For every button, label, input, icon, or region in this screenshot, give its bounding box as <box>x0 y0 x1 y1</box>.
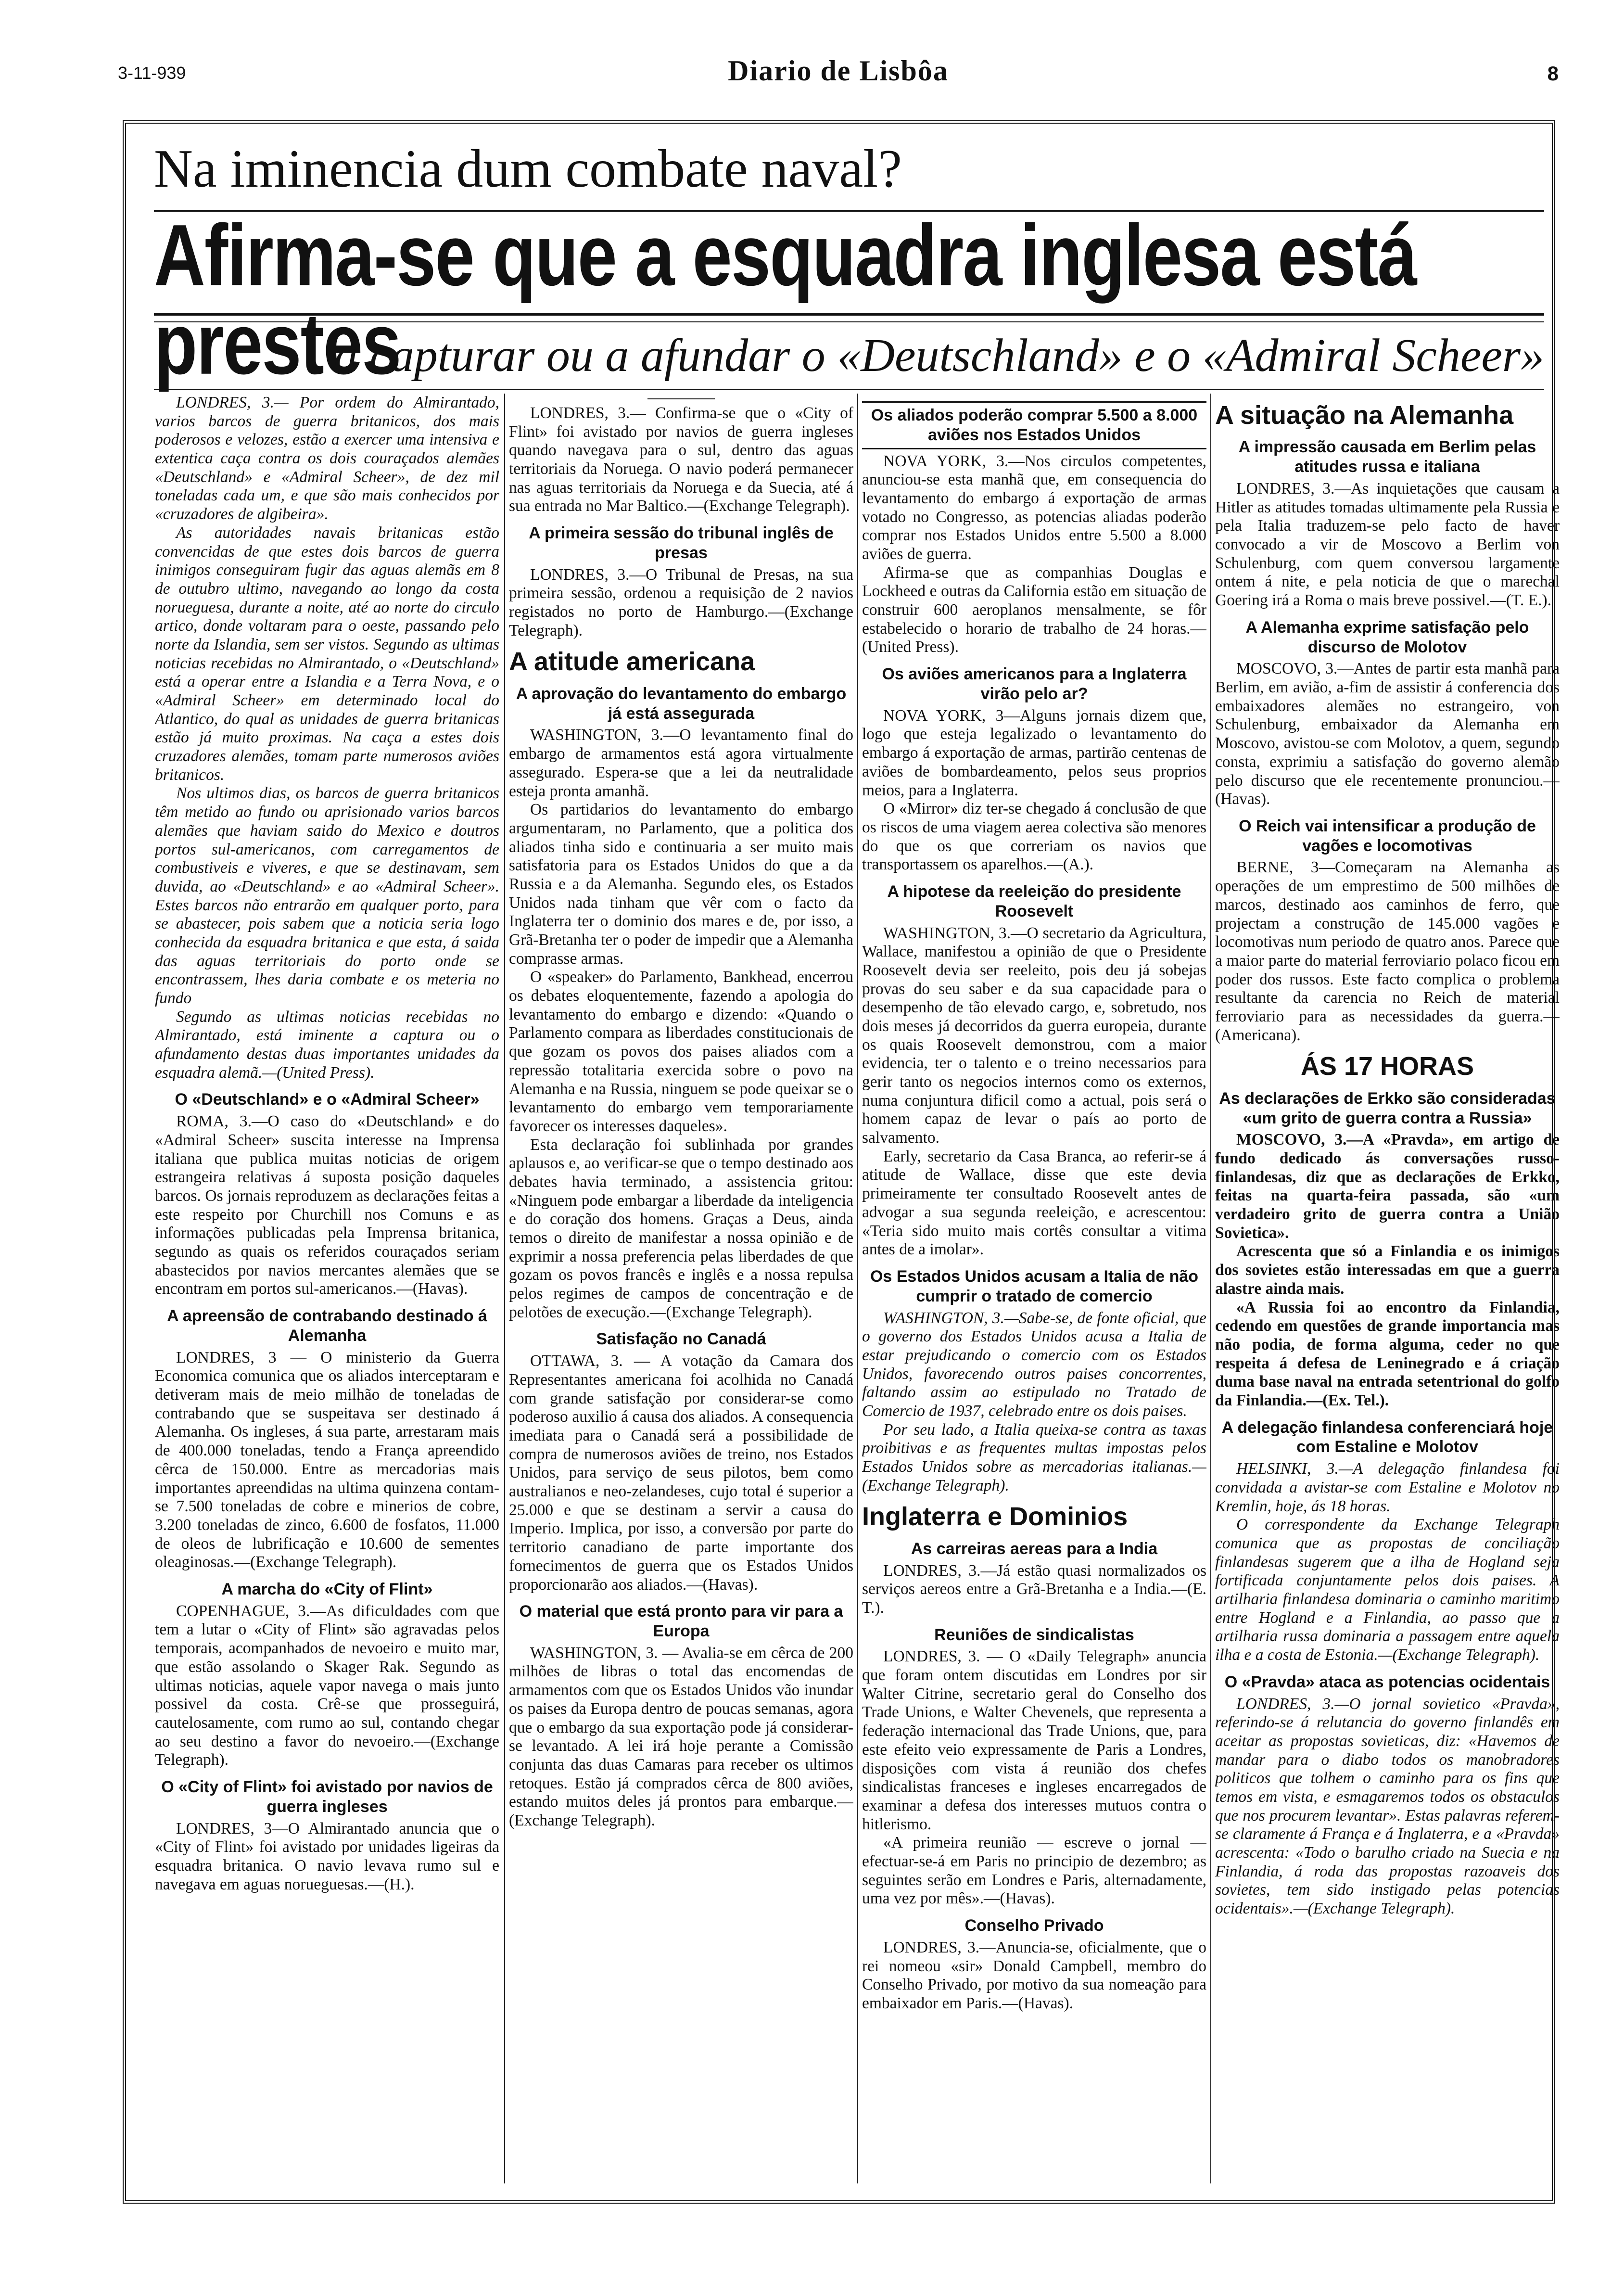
article-paragraph: LONDRES, 3.— Confirma-se que o «City of Flint» foi avistado por navios de guerra ingleses quando navegava para o sul, dentro das aguas territoriais da Noruega. O navio poderá permanecer nas aguas territoriais da Noruega e da Suecia, até á sua entrada no Mar Baltico.—(Exchange Telegraph). <box>509 404 853 515</box>
article-heading: A aprovação do levantamento do embargo já está assegurada <box>516 684 847 723</box>
article-paragraph: LONDRES, 3.—Já estão quasi normalizados os serviços aereos entre a Grã-Bretanha e a India.—(E. T.). <box>862 1561 1206 1617</box>
article-paragraph: MOSCOVO, 3.—Antes de partir esta manhã para Berlim, em avião, a-fim de assistir á conferencia dos embaixadores alemães no estrangeiro, von Schulenburg, embaixador da Alemanha em Moscovo, avistou-se com Molotov, a quem, segundo consta, exprimiu a satisfação do governo alemão pelo discurso que ele recentemente pronunciou.—(Havas). <box>1215 660 1560 808</box>
article-paragraph: Segundo as ultimas noticias recebidas no Almirantado, está iminente a captura ou o afundamento destas duas importantes unidades da esquadra alemã.—(United Press). <box>155 1008 499 1082</box>
article-paragraph: Acrescenta que só a Finlandia e os inimigos dos sovietes estão interessadas em que a guerra alastre ainda mais. <box>1215 1242 1560 1298</box>
article-paragraph: Esta declaração foi sublinhada por grandes aplausos e, ao verificar-se que o tempo destinado aos debates havia terminado, a assistencia gritou: «Ninguem pode embargar a liberdade da inteligencia e do coração dos homens. Graças a Deus, ainda temos o direito de manifestar a nossa opinião e de exprimir a nossa preferencia pelas liberdades de que gozam os povos francês e inglês e a nossa repulsa pelos regimes de campos de concentração e de pelotões de execução.—(Exchange Telegraph). <box>509 1136 853 1321</box>
article-paragraph: LONDRES, 3.—As inquietações que causam a Hitler as atitudes tomadas ultimamente pela Russia e pela Italia traduzem-se pelo facto de haver convocado a vir de Moscovo a Berlim von Schulenburg, com quem conversou largamente ontem á nite, e pela noticia de que o marechal Goering irá a Roma o mais breve possivel.—(T. E.). <box>1215 479 1560 610</box>
short-rule <box>647 398 715 399</box>
article-paragraph: «A primeira reunião — escreve o jornal — efectuar-se-á em Paris no principio de dezembro; as seguintes serão em Londres e Paris, alternadamente, uma vez por mês».—(Havas). <box>862 1834 1206 1908</box>
article-heading: Os Estados Unidos acusam a Italia de não cumprir o tratado de comercio <box>870 1267 1199 1305</box>
masthead <box>118 55 1559 89</box>
article-paragraph: HELSINKI, 3.—A delegação finlandesa foi convidada a avistar-se com Estaline e Molotov no Kremlin, hoje, ás 18 horas. <box>1215 1460 1560 1515</box>
article-heading: O «City of Flint» foi avistado por navios de guerra ingleses <box>161 1777 493 1816</box>
section-heading: A situação na Alemanha <box>1215 401 1514 430</box>
article-heading: A impressão causada em Berlim pelas atitudes russa e italiana <box>1238 438 1536 476</box>
kicker-headline: Na iminencia dum combate naval? <box>154 139 902 199</box>
article-heading: As declarações de Erkko são consideradas «um grito de guerra contra a Russia» <box>1219 1089 1556 1127</box>
section-heading: A atitude americana <box>509 647 755 676</box>
article-heading: O material que está pronto para vir para a Europa <box>519 1602 843 1640</box>
article-heading: Os aliados poderão comprar 5.500 a 8.000 aviões nos Estados Unidos <box>862 401 1206 449</box>
article-heading: A Alemanha exprime satisfação pelo discurso de Molotov <box>1245 618 1529 656</box>
article-paragraph: LONDRES, 3.—O Tribunal de Presas, na sua primeira sessão, ordenou a requisição de 2 navios registados no porto de Hamburgo.—(Exchange Telegraph). <box>509 565 853 639</box>
article-heading: Os aviões americanos para a Inglaterra virão pelo ar? <box>882 665 1187 703</box>
article-heading: Conselho Privado <box>964 1916 1104 1935</box>
article-paragraph: ROMA, 3.—O caso do «Deutschland» e do «Admiral Scheer» suscita interesse na Imprensa italiana que publica muitas noticias de origem estrangeira relativas á suposta posição daqueles barcos. Os jornais reproduzem as declarações feitas a este respeito por Churchill nos Comuns e as informações publicadas pela Imprensa britanica, segundo as quais os referidos couraçados seriam abastecidos por navios mercantes alemães que se encontram em portos sul-americanos.—(Havas). <box>155 1112 499 1298</box>
article-heading: Satisfação no Canadá <box>596 1330 766 1349</box>
article-paragraph: Os partidarios do levantamento do embargo argumentaram, no Parlamento, que a politica dos aliados tinha sido e continuaria a ser muito mais satisfatoria para os Estados Unidos do que a da Russia e a da Alemanha. Segundo eles, os Estados Unidos nada tinham que vêr com o facto da Inglaterra ter o dominio dos mares e de, por isso, a Grã-Bretanha ter o poder de impedir que a Alemanha comprasse armas. <box>509 801 853 968</box>
article-heading: O Reich vai intensificar a produção de vagões e locomotivas <box>1239 817 1536 855</box>
article-paragraph: O «speaker» do Parlamento, Bankhead, encerrou os debates eloquentemente, fazendo a apologia do levantamento do embargo e dizendo: «Quando o Parlamento compara as liberdades constitucionais de que gozam os povos dos paises aliados com a repressão totalitaria exercida sobre o povo na Alemanha e na Russia, ninguem se pode queixar se o levantamento do embargo vem temporariamente favorecer os interesses daqueles». <box>509 968 853 1135</box>
article-paragraph: «A Russia foi ao encontro da Finlandia, cedendo em questões de grande importancia mas não podia, de forma alguma, ceder no que respeita á defesa de Leninegrado e á criação duma base naval na entrada setentrional do golfo da Finlandia.—(Ex. Tel.). <box>1215 1298 1560 1409</box>
section-heading: Inglaterra e Dominios <box>862 1502 1128 1531</box>
divider <box>154 389 1544 390</box>
article-paragraph: WASHINGTON, 3.—Sabe-se, de fonte oficial, que o governo dos Estados Unidos acusa a Italia de estar prejudicando o comercio com os Estados Unidos, favorecendo outros paises concorrentes, faltando assim ao estipulado no Tratado de Comercio de 1937, celebrado entre os dois paises. <box>862 1309 1206 1420</box>
article-paragraph: NOVA YORK, 3—Alguns jornais dizem que, logo que esteja legalizado o levantamento do embargo á exportação de armas, partirão centenas de aviões de bombardeamento, pelos seus proprios meios, para a Inglaterra. <box>862 706 1206 799</box>
column-2 <box>509 394 853 2188</box>
divider <box>154 313 1544 316</box>
article-paragraph: WASHINGTON, 3. — Avalia-se em cêrca de 200 milhões de libras o total das encomendas de armamentos com que os Estados Unidos vão inundar os paises da Europa dentro de poucas semanas, agora que o embargo da sua exportação pode já considerar-se levantado. A lei irá hoje perante a Comissão conjunta das duas Camaras para receber os ultimos retoques. Estão já comprados cêrca de 800 aviões, estando muitos deles já prontos para embarque.—(Exchange Telegraph). <box>509 1644 853 1829</box>
article-heading: A marcha do «City of Flint» <box>221 1580 433 1598</box>
article-paragraph: MOSCOVO, 3.—A «Pravda», em artigo de fundo dedicado ás conversações russo-finlandesas, diz que as declarações de Erkko, feitas na quarta-feira passada, são «um verdadeiro grito de guerra contra a União Sovietica». <box>1215 1131 1560 1242</box>
sub-headline: a capturar ou a afundar o «Deutschland» e o «Admiral Scheer» <box>334 330 1544 382</box>
article-paragraph: O «Mirror» diz ter-se chegado á conclusão de que os riscos de uma viagem aerea colectiva são menores do que os que correriam os navios que transportassem os aparelhos.—(A.). <box>862 800 1206 874</box>
main-headline: Afirma-se que a esquadra inglesa está prestes <box>154 207 1416 393</box>
article-paragraph: LONDRES, 3—O Almirantado anuncia que o «City of Flint» foi avistado por unidades ligeiras da esquadra britanica. O navio levava rumo sul e navegava em aguas norueguesas.—(H.). <box>155 1819 499 1893</box>
article-paragraph: As autoridades navais britanicas estão convencidas de que estes dois barcos de guerra inimigos conseguiram fugir das aguas alemãs em 8 de outubro ultimo, navegando ao longo da costa norueguesa, durante a noite, até ao norte do circulo artico, donde voltaram para o oeste, passando pelo norte da Islandia, sem ser vistos. Segundo as ultimas noticias recebidas no Almirantado, o «Deutschland» está a operar entre a Islandia e a Terra Nova, e o «Admiral Scheer» em determinado local do Atlantico, do qual as unidades de guerra britanicas estão já muito proximas. Na caça a estes dois cruzadores alemães, tomam parte numerosos aviões britanicos. <box>155 523 499 784</box>
column-4 <box>1215 394 1560 2188</box>
article-paragraph: LONDRES, 3. — O «Daily Telegraph» anuncia que foram ontem discutidas em Londres por sir Walter Citrine, secretario geral do Conselho dos Trade Unions, e Walter Chevenels, que representa a federação internacional das Trade Unions, que, para este efeito veio expressamente de Paris a Londres, disposições com vista á reunião dos chefes sindicalistas franceses e ingleses encarregados de examinar a defesa dos interesses mutuos contra o hitlerismo. <box>862 1647 1206 1833</box>
column-3 <box>862 394 1206 2188</box>
divider <box>154 321 1544 322</box>
article-paragraph: WASHINGTON, 3.—O secretario da Agricultura, Wallace, manifestou a opinião de que o Presidente Roosevelt devia ser reeleito, pois deu já sobejas provas do seu saber e da sua capacidade para o desempenho de tão elevado cargo, e, sobretudo, nos dois meses já decorridos da guerra europeia, durante os quais Roosevelt demonstrou, com a maior evidencia, ter o talento e o treino necessarios para gerir tanto os negocios internos como os externos, numa conjuntura dificil como a actual, pois será o homem capaz de levar o país ao porto de salvamento. <box>862 924 1206 1147</box>
article-paragraph: O correspondente da Exchange Telegraph comunica que as propostas de conciliação finlandesas sugerem que a ilha de Hogland seja fortificada conjuntamente pelos dois paises. A artilharia finlandesa dominaria o caminho maritimo entre Hogland e a Finlandia, ao passo que a artilharia russa dominaria a passagem entre aquela ilha e a costa de Estonia.—(Exchange Telegraph). <box>1215 1516 1560 1664</box>
article-paragraph: Por seu lado, a Italia queixa-se contra as taxas proibitivas e as frequentes multas impostas pelos Estados Unidos sobre as mercadorias italianas.—(Exchange Telegraph). <box>862 1420 1206 1494</box>
article-paragraph: NOVA YORK, 3.—Nos circulos competentes, anunciou-se esta manhã que, em consequencia do levantamento do embargo á exportação de armas votado no Congresso, as potencias aliadas poderão comprar nos Estados Unidos entre 5.500 a 8.000 aviões de guerra. <box>862 452 1206 563</box>
article-paragraph: LONDRES, 3 — O ministerio da Guerra Economica comunica que os aliados interceptaram e detiveram mais de meio milhão de toneladas de contrabando que se suspeitava ser destinado á Alemanha. Os ingleses, á sua parte, arrestaram mais de 400.000 toneladas, tendo a França apreendido cêrca de 150.000. Entre as mercadorias mais importantes apreendidas na ultima quinzena contam-se 7.500 toneladas de cobre e minerios de cobre, 3.200 toneladas de zinco, 6.600 de fosfatos, 11.000 de oleos de lubrificação e 10.600 de sementes oleaginosas.—(Exchange Telegraph). <box>155 1348 499 1571</box>
column-rule <box>1210 394 1211 2183</box>
article-paragraph: Early, secretario da Casa Branca, ao referir-se á atitude de Wallace, disse que este devia primeiramente ter consultado Roosevelt antes de advogar a sua segunda reeleição, e acrescentou: «Teria sido muito mais cortês consultar a vitima antes de a imolar». <box>862 1147 1206 1259</box>
column-1 <box>155 394 499 2188</box>
column-rule <box>857 394 858 2183</box>
article-paragraph: LONDRES, 3.—Anuncia-se, oficialmente, que o rei nomeou «sir» Donald Campbell, membro do Conselho Privado, por motivo da sua nomeação para embaixador em Paris.—(Havas). <box>862 1938 1206 2012</box>
article-paragraph: LONDRES, 3.—O jornal sovietico «Pravda», referindo-se á relutancia do governo finlandês em aceitar as propostas sovieticas, diz: «Havemos de mandar para o diabo todos os manobradores politicos que tolhem o caminho para os fins que temos em vista, e esmagaremos todos os obstaculos que nos procurem levantar». Estas palavras referem-se claramente á França e á Inglaterra, e a «Pravda» acrescenta: «Todo o barulho criado na Suecia e na Finlandia, á roda das propostas razoaveis dos sovietes, tem sido instigado pelas potencias ocidentais».—(Exchange Telegraph). <box>1215 1695 1560 1918</box>
article-paragraph: COPENHAGUE, 3.—As dificuldades com que tem a lutar o «City of Flint» são agravadas pelos temporais, acompanhados de nevoeiro e muito mar, que estão assolando o Skager Rak. Segundo as ultimas noticias, aquele vapor navega o mais junto possivel da costa. Crê-se que prosseguirá, cautelosamente, com rumo ao sul, contando chegar ao seu destino a favor do nevoeiro.—(Exchange Telegraph). <box>155 1602 499 1769</box>
article-heading: A delegação finlandesa conferenciará hoje com Estaline e Molotov <box>1221 1418 1553 1456</box>
article-paragraph: BERNE, 3—Começaram na Alemanha as operações de um emprestimo de 500 milhões de marcos, destinado aos caminhos de ferro, que projectam a construção de 145.000 vagões e locomotivas num periodo de quatro anos. Parece que a maior parte do material ferroviario polaco ficou em poder dos russos. Este facto complica o problema resultante da carencia no Reich de material ferroviario para as necessidades da guerra.—(Americana). <box>1215 858 1560 1044</box>
article-heading: O «Deutschland» e o «Admiral Scheer» <box>175 1090 480 1109</box>
article-paragraph: LONDRES, 3.— Por ordem do Almirantado, varios barcos de guerra britanicos, dos mais poderosos e velozes, estão a exercer uma intensiva e extentica caça contra os dois couraçados alemães «Deutschland» e «Admiral Scheer», de dez mil toneladas cada um, e que são mais conhecidos por «cruzadores de algibeira». <box>155 394 499 523</box>
article-heading: A primeira sessão do tribunal inglês de presas <box>529 524 834 562</box>
column-rule <box>504 394 505 2183</box>
newspaper-title: Diario de Lisbôa <box>728 55 949 87</box>
article-heading: O «Pravda» ataca as potencias ocidentais <box>1224 1672 1550 1691</box>
article-paragraph: Afirma-se que as companhias Douglas e Lockheed e outras da California estão em situação de construir 600 aeroplanos mensalmente, se fôr estabelecido o horario de trabalho de 24 horas.—(United Press). <box>862 563 1206 656</box>
issue-date: 3-11-939 <box>118 63 186 83</box>
article-paragraph: OTTAWA, 3. — A votação da Camara dos Representantes americana foi acolhida no Canadá com grande satisfação por considerar-se como poderoso auxilio á causa dos aliados. A consequencia imediata para o Canadá será a possibilidade de compra de numerosos aviões de treino, nos Estados Unidos, para serviço de seus pilotos, bem como australianos e neo-zelandeses, cujo total é superior a 25.000 e que se destinam a servir a causa do Imperio. Implica, por isso, a conversão por parte do territorio canadiano de parte importante dos fornecimentos de guerra que os Estados Unidos proporcionarão aos aliados.—(Havas). <box>509 1352 853 1594</box>
article-heading: A hipotese da reeleição do presidente Roosevelt <box>887 882 1181 920</box>
article-paragraph: WASHINGTON, 3.—O levantamento final do embargo de armamentos está agora virtualmente assegurado. Espera-se que a lei da neutralidade esteja pronta amanhã. <box>509 726 853 800</box>
section-heading: ÁS 17 HORAS <box>1300 1052 1474 1081</box>
article-heading: A apreensão de contrabando destinado á Alemanha <box>167 1307 487 1345</box>
page-number: 8 <box>1547 62 1559 85</box>
article-heading: Reuniões de sindicalistas <box>934 1625 1134 1644</box>
article-heading: As carreiras aereas para a India <box>911 1539 1158 1558</box>
article-paragraph: Nos ultimos dias, os barcos de guerra britanicos têm metido ao fundo ou aprisionado varios barcos alemães que haviam saido do Mexico e doutros portos sul-americanos, com carregamentos de combustiveis e viveres, e que se destinavam, sem duvida, ao «Deutschland» e ao «Admiral Scheer». Estes barcos não entrarão em qualquer porto, para se abastecer, pois sabem que a noticia seria logo conhecida da esquadra britanica e que esta, á saida das aguas territoriais do porto onde se encontrassem, lhes daria combate e os meteria no fundo <box>155 784 499 1007</box>
